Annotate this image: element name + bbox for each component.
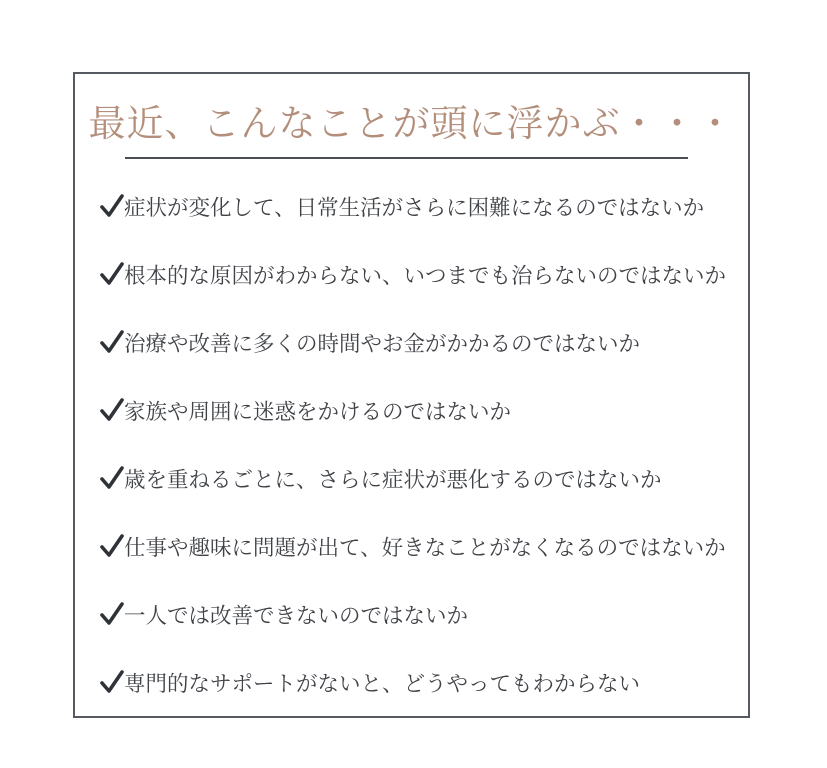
worry-list xyxy=(100,172,726,716)
worries-box xyxy=(73,72,750,718)
list-item xyxy=(100,580,726,648)
box-title: 最近、こんなことが頭に浮かぶ・・・ xyxy=(88,102,735,145)
list-item xyxy=(100,512,726,580)
item-text: 根本的な原因がわからない、いつまでも治らないのではないか xyxy=(124,263,727,289)
title-underline xyxy=(125,157,688,159)
list-item xyxy=(100,308,726,376)
check-icon xyxy=(100,329,124,355)
item-text: 仕事や趣味に問題が出て、好きなことがなくなるのではないか xyxy=(124,535,726,561)
item-text: 治療や改善に多くの時間やお金がかかるのではないか xyxy=(124,331,641,357)
check-icon xyxy=(100,601,124,627)
list-item xyxy=(100,376,726,444)
list-item xyxy=(100,172,726,240)
check-icon xyxy=(100,533,124,559)
item-text: 症状が変化して、日常生活がさらに困難になるのではないか xyxy=(124,195,705,221)
check-icon xyxy=(100,397,124,423)
check-icon xyxy=(100,193,124,219)
item-text: 歳を重ねるごとに、さらに症状が悪化するのではないか xyxy=(124,467,662,493)
check-icon xyxy=(100,261,124,287)
check-icon xyxy=(100,465,124,491)
list-item xyxy=(100,240,726,308)
list-item xyxy=(100,648,726,716)
item-text: 専門的なサポートがないと、どうやってもわからない xyxy=(124,671,641,697)
item-text: 一人では改善できないのではないか xyxy=(124,603,469,629)
item-text: 家族や周囲に迷惑をかけるのではないか xyxy=(124,399,512,425)
list-item xyxy=(100,444,726,512)
check-icon xyxy=(100,669,124,695)
